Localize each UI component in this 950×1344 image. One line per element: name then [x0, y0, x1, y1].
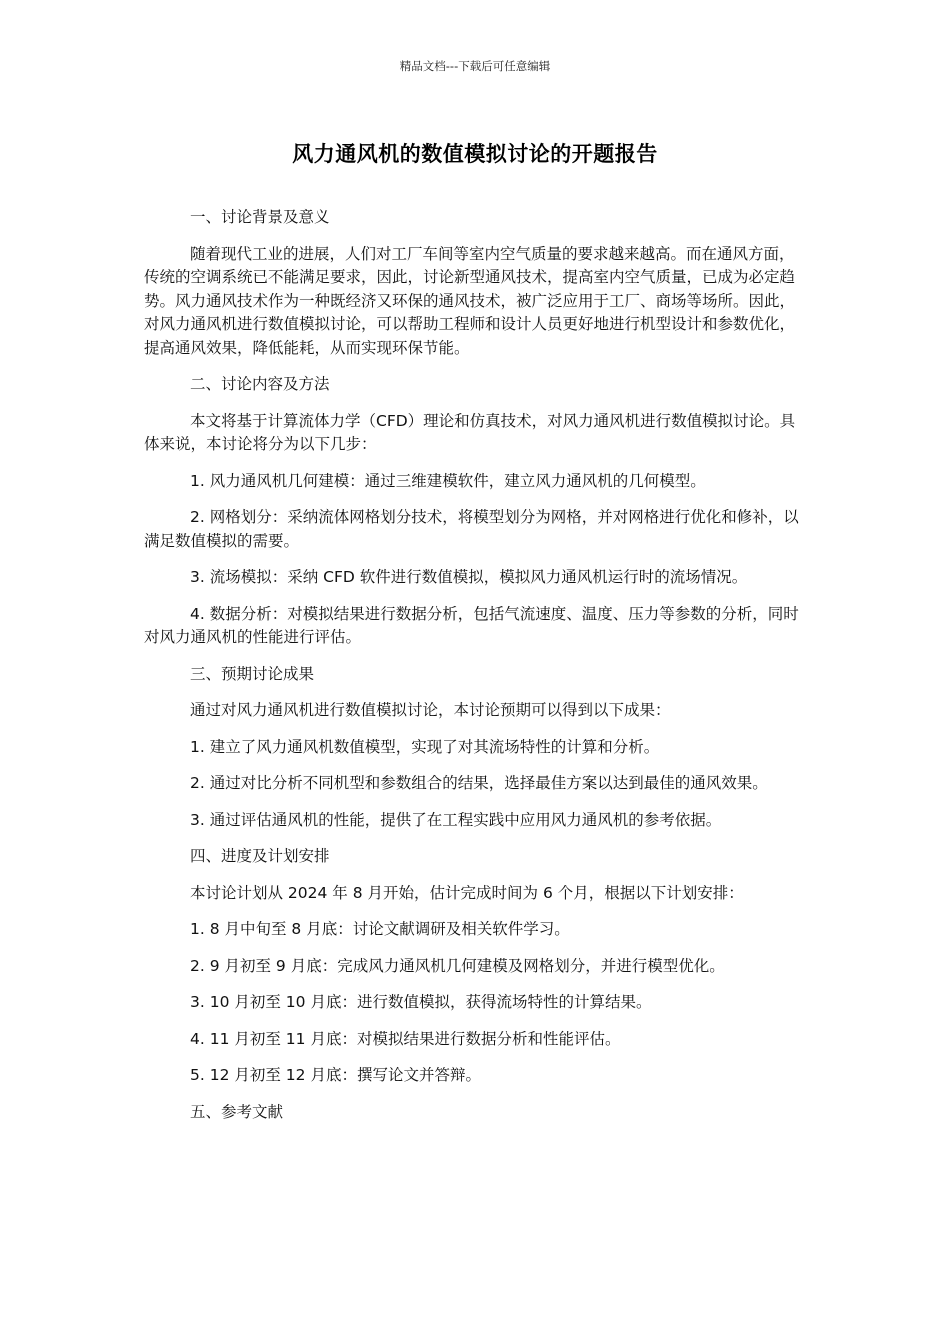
- paragraph-results-intro: 通过对风力通风机进行数值模拟讨论，本讨论预期可以得到以下成果：: [190, 701, 671, 719]
- section-heading-schedule: 四、进度及计划安排: [190, 847, 330, 865]
- list-item-schedule-4: 4. 11 月初至 11 月底：对模拟结果进行数据分析和性能评估。: [190, 1029, 621, 1048]
- paragraph-schedule-intro: 本讨论计划从 2024 年 8 月开始，估计完成时间为 6 个月，根据以下计划安排：: [190, 883, 744, 902]
- list-item-result-3: 3. 通过评估通风机的性能，提供了在工程实践中应用风力通风机的参考依据。: [190, 810, 722, 829]
- list-item-method-4: 4. 数据分析：对模拟结果进行数据分析，包括气流速度、温度、压力等参数的分析，同时对风力通风机的性能进行评估。: [144, 604, 799, 646]
- list-item-schedule-2: 2. 9 月初至 9 月底：完成风力通风机几何建模及网格划分，并进行模型优化。: [190, 956, 725, 975]
- paragraph-background: 随着现代工业的进展，人们对工厂车间等室内空气质量的要求越来越高。而在通风方面，传统的空调系统已不能满足要求，因此，讨论新型通风技术，提高室内空气质量，已成为必定趋势。风力通风技术作为一种既经济又环保的通风技术，被广泛应用于工厂、商场等场所。因此，对风力通风机进行数值模拟讨论，可以帮助工程师和设计人员更好地进行机型设计和参数优化，提高通风效果，降低能耗，从而实现环保节能。: [144, 244, 796, 357]
- section-heading-expected-results: 三、预期讨论成果: [190, 664, 315, 683]
- list-item-method-1: 1. 风力通风机几何建模：通过三维建模软件，建立风力通风机的几何模型。: [190, 471, 706, 490]
- list-item-method-3: 3. 流场模拟：采纳 CFD 软件进行数值模拟，模拟风力通风机运行时的流场情况。: [190, 568, 748, 586]
- list-item-schedule-5: 5. 12 月初至 12 月底：撰写论文并答辩。: [190, 1066, 481, 1084]
- list-item-result-1: 1. 建立了风力通风机数值模型，实现了对其流场特性的计算和分析。: [190, 737, 660, 756]
- paragraph-method-intro: 本文将基于计算流体力学（CFD）理论和仿真技术，对风力通风机进行数值模拟讨论。具体来说，本讨论将分为以下几步：: [144, 411, 796, 453]
- list-item-result-2: 2. 通过对比分析不同机型和参数组合的结果，选择最佳方案以达到最佳的通风效果。: [190, 774, 768, 792]
- section-heading-references: 五、参考文献: [190, 1102, 284, 1121]
- document-title: 风力通风机的数值模拟讨论的开题报告: [292, 142, 658, 166]
- section-heading-background: 一、讨论背景及意义: [190, 208, 330, 226]
- page-header-note: 精品文档---下载后可任意编辑: [399, 59, 551, 73]
- document-body: [144, 206, 808, 1137]
- section-heading-content-method: 二、讨论内容及方法: [190, 375, 330, 393]
- list-item-method-2: 2. 网格划分：采纳流体网格划分技术，将模型划分为网格，并对网格进行优化和修补，以满足数值模拟的需要。: [144, 508, 799, 550]
- list-item-schedule-1: 1. 8 月中旬至 8 月底：讨论文献调研及相关软件学习。: [190, 920, 570, 938]
- list-item-schedule-3: 3. 10 月初至 10 月底：进行数值模拟，获得流场特性的计算结果。: [190, 993, 652, 1011]
